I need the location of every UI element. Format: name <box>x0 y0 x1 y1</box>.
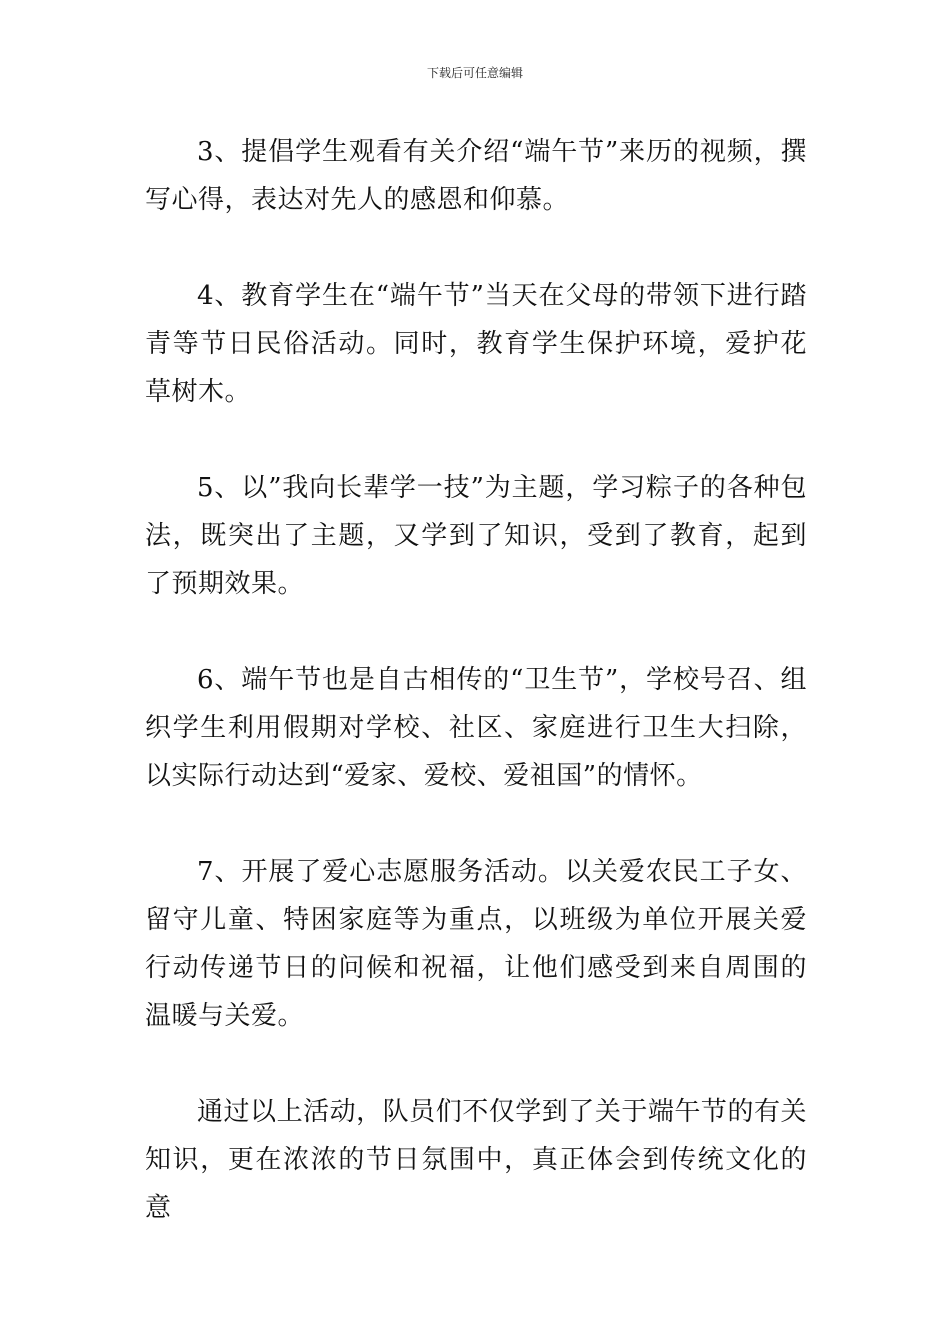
paragraph-item-6: 6、端午节也是自古相传的“卫生节”，学校号召、组织学生利用假期对学校、社区、家庭进行卫生大扫除，以实际行动达到“爱家、爱校、爱祖国”的情怀。 <box>145 665 807 791</box>
document-body <box>145 128 807 1232</box>
paragraph-item-7: 7、开展了爱心志愿服务活动。以关爱农民工子女、留守儿童、特困家庭等为重点，以班级为单位开展关爱行动传递节日的问候和祝福，让他们感受到来自周围的温暖与关爱。 <box>145 857 807 1031</box>
paragraph-item-5: 5、以”我向长辈学一技”为主题，学习粽子的各种包法，既突出了主题，又学到了知识，受到了教育，起到了预期效果。 <box>145 473 807 599</box>
page-header-note: 下载后可任意编辑 <box>426 66 523 80</box>
paragraph-item-3: 3、提倡学生观看有关介绍“端午节”来历的视频，撰写心得，表达对先人的感恩和仰慕。 <box>145 137 807 215</box>
paragraph-summary: 通过以上活动，队员们不仅学到了关于端午节的有关知识，更在浓浓的节日氛围中，真正体会到传统文化的意 <box>145 1097 807 1223</box>
paragraph-item-4: 4、教育学生在“端午节”当天在父母的带领下进行踏青等节日民俗活动。同时，教育学生保护环境，爱护花草树木。 <box>145 281 807 407</box>
